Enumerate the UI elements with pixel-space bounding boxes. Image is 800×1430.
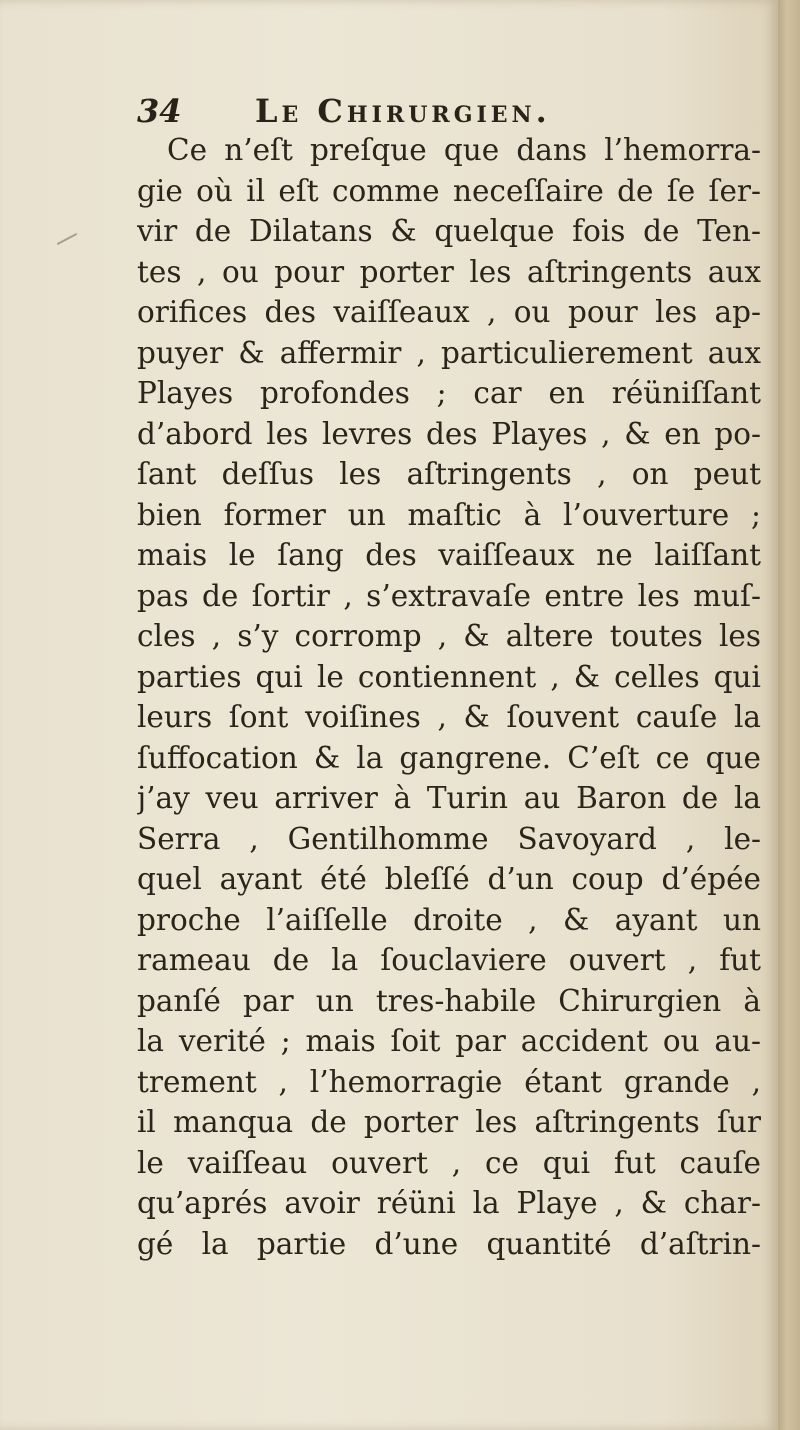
text-line: pas de ſortir , s’extravaſe entre les muſ- [137, 578, 761, 613]
text-line: Ce n’eſt preſque que dans l’hemorra- [167, 133, 761, 167]
text-line: leurs ſont voiſines , & ſouvent cauſe la [137, 700, 761, 734]
text-line: ſuffocation & la gangrene. C’eſt ce que [137, 740, 761, 775]
text-line: tes , ou pour porter les aſtringents aux [137, 254, 761, 289]
text-line: la verité ; mais ſoit par accident ou au- [137, 1024, 761, 1058]
running-title: Le Chirurgien. [255, 92, 551, 130]
text-line: d’abord les levres des Playes , & en po- [137, 416, 761, 451]
text-line: puyer & affermir , particulierement aux [137, 335, 761, 370]
text-line: bien former un maſtic à l’ouverture ; [137, 497, 761, 532]
text-line: Playes profondes ; car en réüniſſant [137, 376, 761, 410]
text-line: parties qui le contiennent , & celles qui [137, 659, 761, 694]
body-text [137, 130, 761, 1264]
text-line: gé la partie d’une quantité d’aſtrin- [137, 1226, 761, 1261]
text-line: Serra , Gentilhomme Savoyard , le- [137, 821, 761, 856]
text-line: le vaiſſeau ouvert , ce qui fut cauſe [137, 1145, 761, 1180]
text-line: rameau de la ſouclaviere ouvert , fut [137, 943, 761, 977]
text-line: mais le ſang des vaiſſeaux ne laiſſant [137, 538, 761, 572]
text-line: proche l’aiſſelle droite , & ayant un [137, 902, 761, 937]
text-line: cles , s’y corromp , & altere toutes les [137, 619, 761, 653]
text-line: il manqua de porter les aſtringents ſur [137, 1105, 761, 1139]
text-line: j’ay veu arriver à Turin au Baron de la [137, 781, 761, 815]
text-line: trement , l’hemorragie étant grande , [137, 1064, 761, 1099]
margin-pencil-mark [57, 233, 77, 245]
text-line: qu’aprés avoir réüni la Playe , & char- [137, 1186, 761, 1220]
text-line: orifices des vaiſſeaux , ou pour les ap- [137, 295, 761, 329]
text-line: ſant deſſus les aſtringents , on peut [137, 457, 761, 491]
book-gutter [778, 0, 800, 1430]
text-line: gie où il eſt comme neceſſaire de ſe ſer- [137, 173, 761, 208]
text-line: quel ayant été bleſſé d’un coup d’épée [137, 862, 761, 896]
text-line: panſé par un tres-habile Chirurgien à [137, 983, 761, 1018]
text-line: vir de Dilatans & quelque fois de Ten- [137, 214, 761, 248]
page-number: 34 [137, 92, 182, 130]
